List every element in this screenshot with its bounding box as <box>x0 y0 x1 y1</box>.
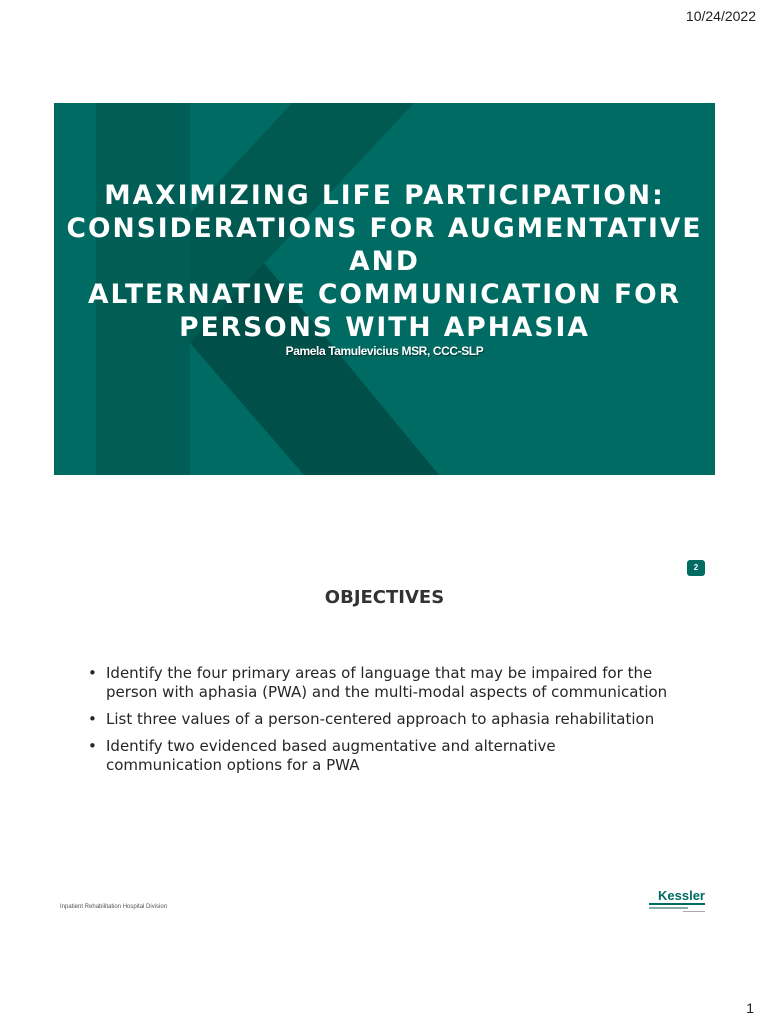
objective-item <box>88 664 698 702</box>
objective-item <box>88 737 698 775</box>
kessler-logo <box>649 889 705 913</box>
objectives-slide <box>54 555 715 927</box>
logo-subline-small <box>683 911 705 912</box>
title-line: ALTERNATIVE COMMUNICATION FOR <box>87 279 682 310</box>
page-number: 1 <box>746 1000 754 1016</box>
title-line: PERSONS WITH APHASIA <box>179 312 590 343</box>
logo-bar <box>649 903 705 905</box>
objective-line: • List three values of a person-centered approach to aphasia rehabilitation <box>106 710 655 728</box>
objectives-list <box>88 664 698 783</box>
objective-line: • Identify the four primary areas of language that may be impaired for the <box>106 664 653 682</box>
objective-line: person with aphasia (PWA) and the multi-modal aspects of communication <box>106 683 668 701</box>
objective-line: • Identify two evidenced based augmentative and alternative <box>106 737 556 755</box>
title-line: CONSIDERATIONS FOR AUGMENTATIVE AND <box>66 213 703 277</box>
slide-title <box>54 179 715 344</box>
logo-subline <box>649 907 688 909</box>
logo-text: Kessler <box>658 888 705 903</box>
objective-item <box>88 710 698 729</box>
title-slide <box>54 103 715 475</box>
footer-division-text: Inpatient Rehabilitation Hospital Division <box>60 904 168 910</box>
author-name: Pamela Tamulevicius MSR, CCC-SLP <box>285 344 484 358</box>
slide-number-badge: 2 <box>687 560 705 576</box>
print-date: 10/24/2022 <box>685 8 756 24</box>
title-line: MAXIMIZING LIFE PARTICIPATION: <box>104 180 665 211</box>
objectives-title: OBJECTIVES <box>324 587 445 608</box>
objective-line: communication options for a PWA <box>106 756 360 774</box>
